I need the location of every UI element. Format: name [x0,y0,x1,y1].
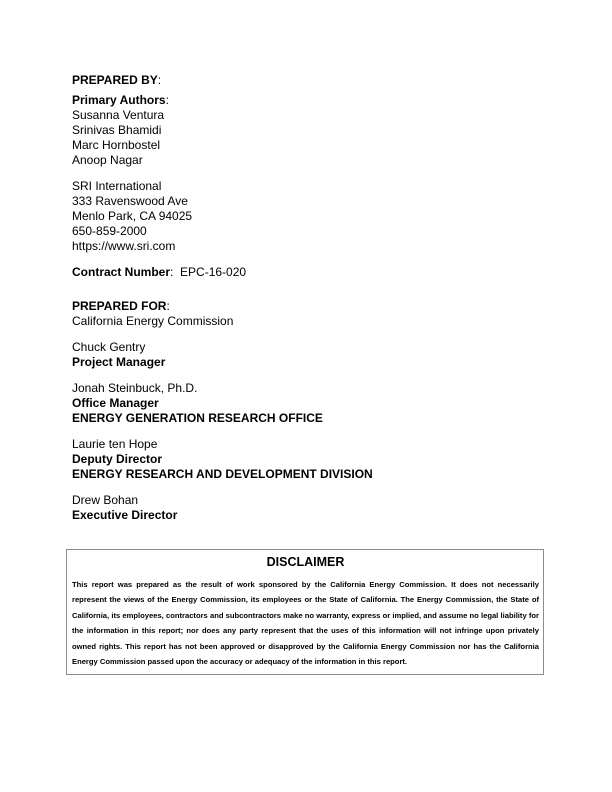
author-name: Susanna Ventura [72,108,165,122]
org-name: SRI International [72,179,162,193]
contact-title: Project Manager [72,355,166,369]
author-name: Marc Hornbostel [72,138,161,152]
author-name: Srinivas Bhamidi [72,123,162,137]
contact-block [72,340,547,370]
contact-block [72,493,547,523]
contract-colon: : [170,265,174,279]
org-address-line2: Menlo Park, CA 94025 [72,209,193,223]
prepared-for-section [72,299,547,329]
authors-section [72,93,547,168]
disclaimer-title: DISCLAIMER [266,555,345,569]
primary-authors-label: Primary Authors [72,93,166,107]
contract-number-label: Contract Number [72,265,171,279]
contact-unit: ENERGY RESEARCH AND DEVELOPMENT DIVISION [72,467,373,481]
title-page [72,73,547,534]
contact-title: Executive Director [72,508,178,522]
prepared-by-heading [72,73,547,88]
contact-block [72,437,547,482]
contact-block [72,381,547,426]
organization-address [72,179,547,254]
primary-authors-colon: : [165,93,169,107]
disclaimer-box [66,549,544,675]
contact-name: Jonah Steinbuck, Ph.D. [72,381,198,395]
contact-name: Laurie ten Hope [72,437,158,451]
contact-unit: ENERGY GENERATION RESEARCH OFFICE [72,411,323,425]
contact-name: Drew Bohan [72,493,139,507]
contract-number-value: EPC-16-020 [180,265,247,279]
contact-name: Chuck Gentry [72,340,146,354]
author-name: Anoop Nagar [72,153,143,167]
org-website-link[interactable]: https://www.sri.com [72,239,176,253]
contact-title: Deputy Director [72,452,163,466]
org-address-line1: 333 Ravenswood Ave [72,194,188,208]
prepared-by-label: PREPARED BY [72,73,158,87]
prepared-by-colon: : [157,73,162,87]
prepared-for-agency: California Energy Commission [72,314,234,328]
prepared-for-label: PREPARED FOR [72,299,167,313]
prepared-for-colon: : [166,299,170,313]
contact-title: Office Manager [72,396,159,410]
contract-number [72,265,547,280]
disclaimer-text: This report was prepared as the result of work sponsored by the California Energy Commission. It does not necessarily represent the views of the Energy Commission, its employees or the State of California. The Energy Commission, the State of California, its employees, contractors and subcontractors make no warranty, express or implied, and assume no legal liability for the information in this report; nor does any party represent that the uses of this information will not infringe upon privately owned rights. This report has not been approved or disapproved by the California Energy Commission nor has the California Energy Commission passed upon the accuracy or adequacy of the information in this report. [72,580,539,667]
org-phone: 650-859-2000 [72,224,147,238]
